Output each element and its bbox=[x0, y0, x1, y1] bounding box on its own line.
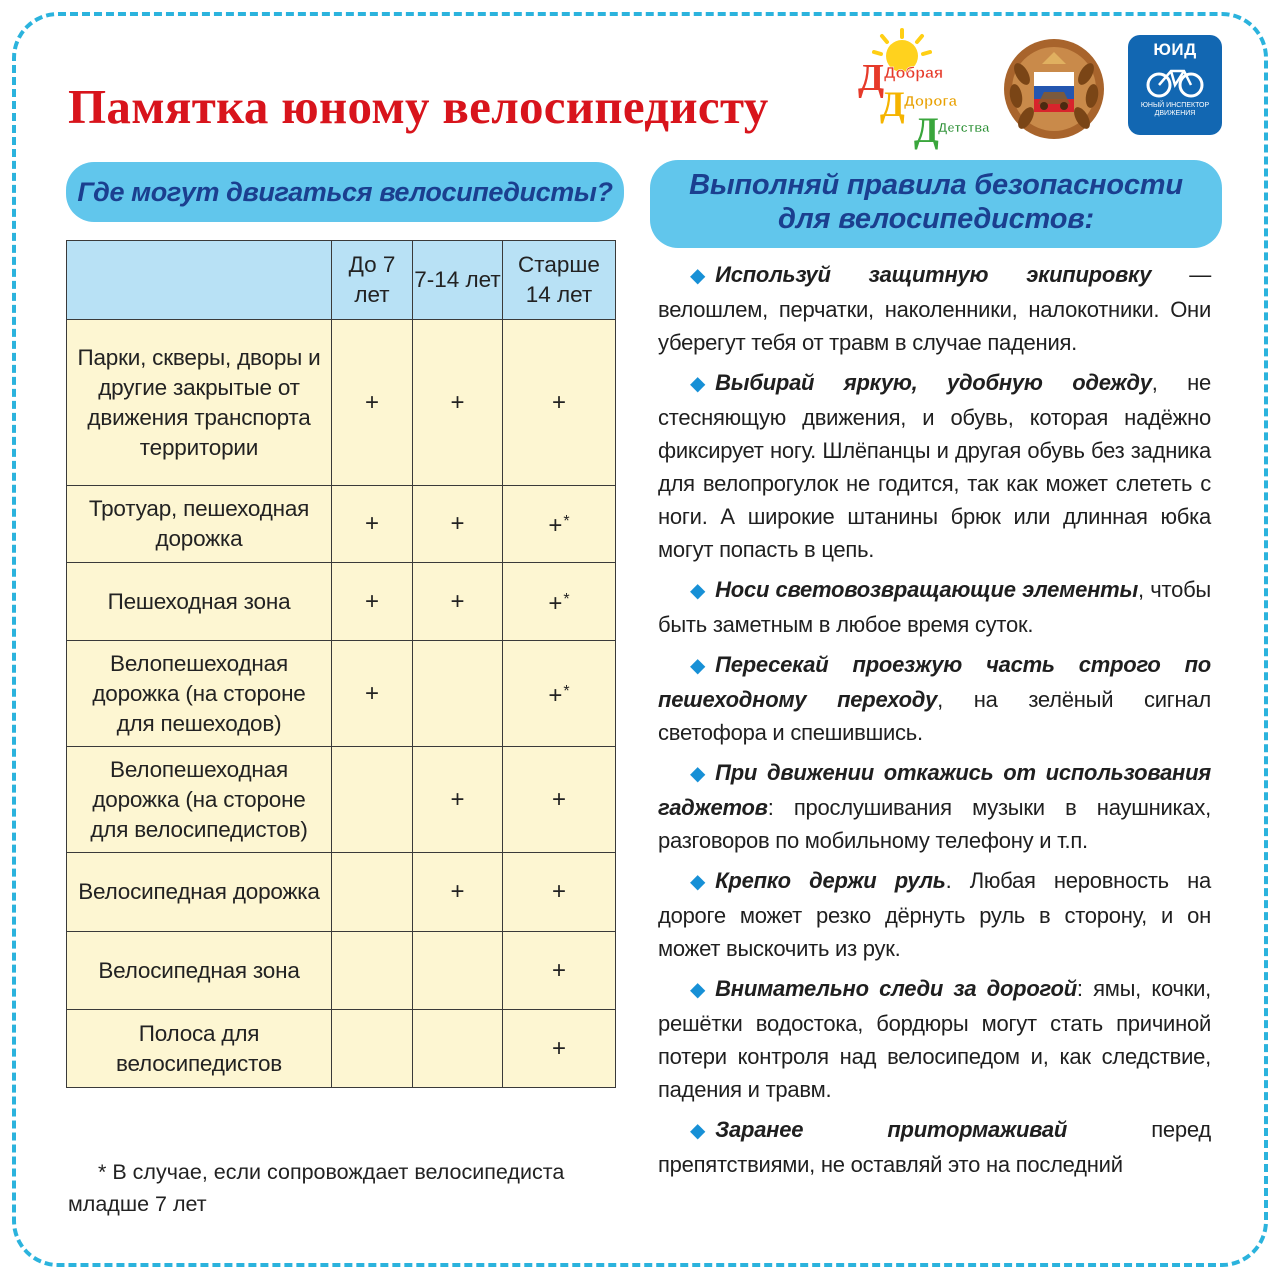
dobraya-d2: Д bbox=[880, 84, 905, 124]
cell-mark: + bbox=[332, 563, 413, 641]
rule-item bbox=[658, 573, 1211, 641]
table-row bbox=[67, 853, 616, 932]
yuid-title: ЮИД bbox=[1153, 40, 1197, 59]
yuid-logo bbox=[1128, 35, 1222, 135]
table-header-empty bbox=[67, 241, 332, 320]
rule-bold: Заранее притормаживай bbox=[715, 1117, 1068, 1142]
table-row bbox=[67, 747, 616, 853]
cell-mark bbox=[332, 853, 413, 932]
cell-mark: + bbox=[503, 1010, 616, 1088]
row-label: Велопешеходная дорожка (на стороне для велосипедистов) bbox=[67, 747, 332, 853]
cell-mark: +* bbox=[503, 641, 616, 747]
dobraya-d3: Д bbox=[914, 110, 939, 150]
left-section-heading: Где могут двигаться велосипедисты? bbox=[66, 162, 624, 222]
right-section-heading bbox=[650, 160, 1222, 248]
cell-mark: +* bbox=[503, 563, 616, 641]
dobraya-d1: Д bbox=[858, 57, 885, 99]
row-label: Пешеходная зона bbox=[67, 563, 332, 641]
diamond-bullet-icon: ◆ bbox=[690, 580, 706, 602]
footnote-asterisk: * bbox=[563, 682, 570, 700]
table-header-row bbox=[67, 241, 616, 320]
rule-bold: Выбирай яркую, удобную одежду bbox=[715, 370, 1152, 395]
diamond-bullet-icon: ◆ bbox=[690, 871, 706, 893]
diamond-bullet-icon: ◆ bbox=[690, 265, 706, 287]
cell-mark: + bbox=[413, 747, 503, 853]
diamond-bullet-icon: ◆ bbox=[690, 373, 706, 395]
diamond-bullet-icon: ◆ bbox=[690, 979, 706, 1001]
cell-mark: + bbox=[413, 563, 503, 641]
page-title: Памятка юному велосипедисту bbox=[68, 79, 769, 134]
rule-bold: Используй защитную экипировку bbox=[715, 262, 1152, 287]
cell-mark: + bbox=[332, 486, 413, 563]
rule-text: : ямы, кочки, решётки водостока, бордюры могут стать причиной потери контроля над велосипедом и, как следствие, падения и травм. bbox=[658, 976, 1211, 1102]
rule-text: . Любая неровность на дороге может резко дёрнуть руль в сторону, и он может выскочить из рук. bbox=[658, 868, 1211, 961]
table-row bbox=[67, 932, 616, 1010]
table-header-col1: До 7 лет bbox=[332, 241, 413, 320]
diamond-bullet-icon: ◆ bbox=[690, 655, 706, 677]
bicycle-icon bbox=[1144, 63, 1206, 99]
rule-item bbox=[658, 972, 1211, 1106]
safety-rules-list bbox=[658, 258, 1211, 1188]
right-heading-line2: для велосипедистов: bbox=[777, 203, 1095, 235]
rule-item bbox=[658, 366, 1211, 566]
cell-mark: + bbox=[503, 853, 616, 932]
rule-item bbox=[658, 756, 1211, 857]
cell-mark: + bbox=[413, 320, 503, 486]
table-row bbox=[67, 320, 616, 486]
rule-text: перед препятствиями, не оставляй это на последний bbox=[658, 1117, 1211, 1177]
cell-mark bbox=[332, 932, 413, 1010]
rule-bold: При движении откажись от использования гаджетов bbox=[658, 760, 1211, 820]
footnote-asterisk: * bbox=[563, 513, 570, 530]
rule-text: , на зелёный сигнал светофора и спешившись. bbox=[658, 687, 1211, 745]
row-label: Полоса для велосипедистов bbox=[67, 1010, 332, 1088]
footnote-asterisk: * bbox=[563, 590, 570, 608]
row-label: Велосипедная зона bbox=[67, 932, 332, 1010]
cell-mark bbox=[332, 747, 413, 853]
rule-text: , не стесняющую движения, и обувь, которая надёжно фиксирует ногу. Шлёпанцы и другая обувь без задника для велопрогулок не годится, так как может слететь с ноги. А широкие штанины брюк или длинная юбка могут попасть в цепь. bbox=[658, 370, 1211, 562]
rule-item bbox=[658, 258, 1211, 359]
table-row bbox=[67, 1010, 616, 1088]
rule-bold: Внимательно следи за дорогой bbox=[715, 976, 1077, 1001]
table-header-col3: Старше 14 лет bbox=[503, 241, 616, 320]
rule-bold: Носи световозвращающие элементы bbox=[715, 577, 1139, 602]
table-row bbox=[67, 486, 616, 563]
rule-text: : прослушивания музыки в наушниках, разговоров по мобильному телефону и т.п. bbox=[658, 795, 1211, 853]
dobraya-doroga-logo bbox=[852, 28, 990, 150]
dobraya-word3: Детства bbox=[938, 120, 990, 135]
cell-mark: + bbox=[503, 320, 616, 486]
cell-mark: + bbox=[503, 747, 616, 853]
table-row bbox=[67, 563, 616, 641]
rule-bold: Крепко держи руль bbox=[715, 868, 946, 893]
row-label: Велопешеходная дорожка (на стороне для пешеходов) bbox=[67, 641, 332, 747]
cell-mark bbox=[413, 932, 503, 1010]
table-footnote: * В случае, если сопровождает велосипедиста младше 7 лет bbox=[68, 1160, 565, 1216]
table-row bbox=[67, 641, 616, 747]
rule-item bbox=[658, 648, 1211, 749]
cell-mark bbox=[413, 641, 503, 747]
cell-mark: + bbox=[332, 320, 413, 486]
yuid-subtitle: ЮНЫЙ ИНСПЕКТОР ДВИЖЕНИЯ bbox=[1140, 102, 1210, 117]
rule-item bbox=[658, 1113, 1211, 1181]
rule-bold: Пересекай проезжую часть строго по пешеходному переходу bbox=[658, 652, 1211, 712]
row-label: Тротуар, пешеходная дорожка bbox=[67, 486, 332, 563]
rule-item bbox=[658, 864, 1211, 965]
cell-mark bbox=[413, 1010, 503, 1088]
cell-mark: + bbox=[413, 853, 503, 932]
rule-text: , чтобы быть заметным в любое время суток. bbox=[658, 577, 1211, 637]
cell-mark: + bbox=[413, 486, 503, 563]
dobraya-word1: Добрая bbox=[884, 65, 944, 82]
cell-mark bbox=[332, 1010, 413, 1088]
cell-mark: + bbox=[332, 641, 413, 747]
diamond-bullet-icon: ◆ bbox=[690, 1120, 706, 1142]
dobraya-word2: Дорога bbox=[904, 93, 957, 110]
cell-mark: +* bbox=[503, 486, 616, 563]
row-label: Парки, скверы, дворы и другие закрытые от движения транспорта территории bbox=[67, 320, 332, 486]
table-header-col2: 7-14 лет bbox=[413, 241, 503, 320]
diamond-bullet-icon: ◆ bbox=[690, 763, 706, 785]
rule-text: — велошлем, перчатки, наколенники, налокотники. Они уберегут тебя от травм в случае падения. bbox=[658, 262, 1211, 355]
cycling-zones-table bbox=[66, 240, 616, 1088]
row-label: Велосипедная дорожка bbox=[67, 853, 332, 932]
gai-emblem-icon bbox=[1000, 34, 1108, 144]
right-heading-line1: Выполняй правила безопасности bbox=[689, 169, 1183, 201]
cell-mark: + bbox=[503, 932, 616, 1010]
